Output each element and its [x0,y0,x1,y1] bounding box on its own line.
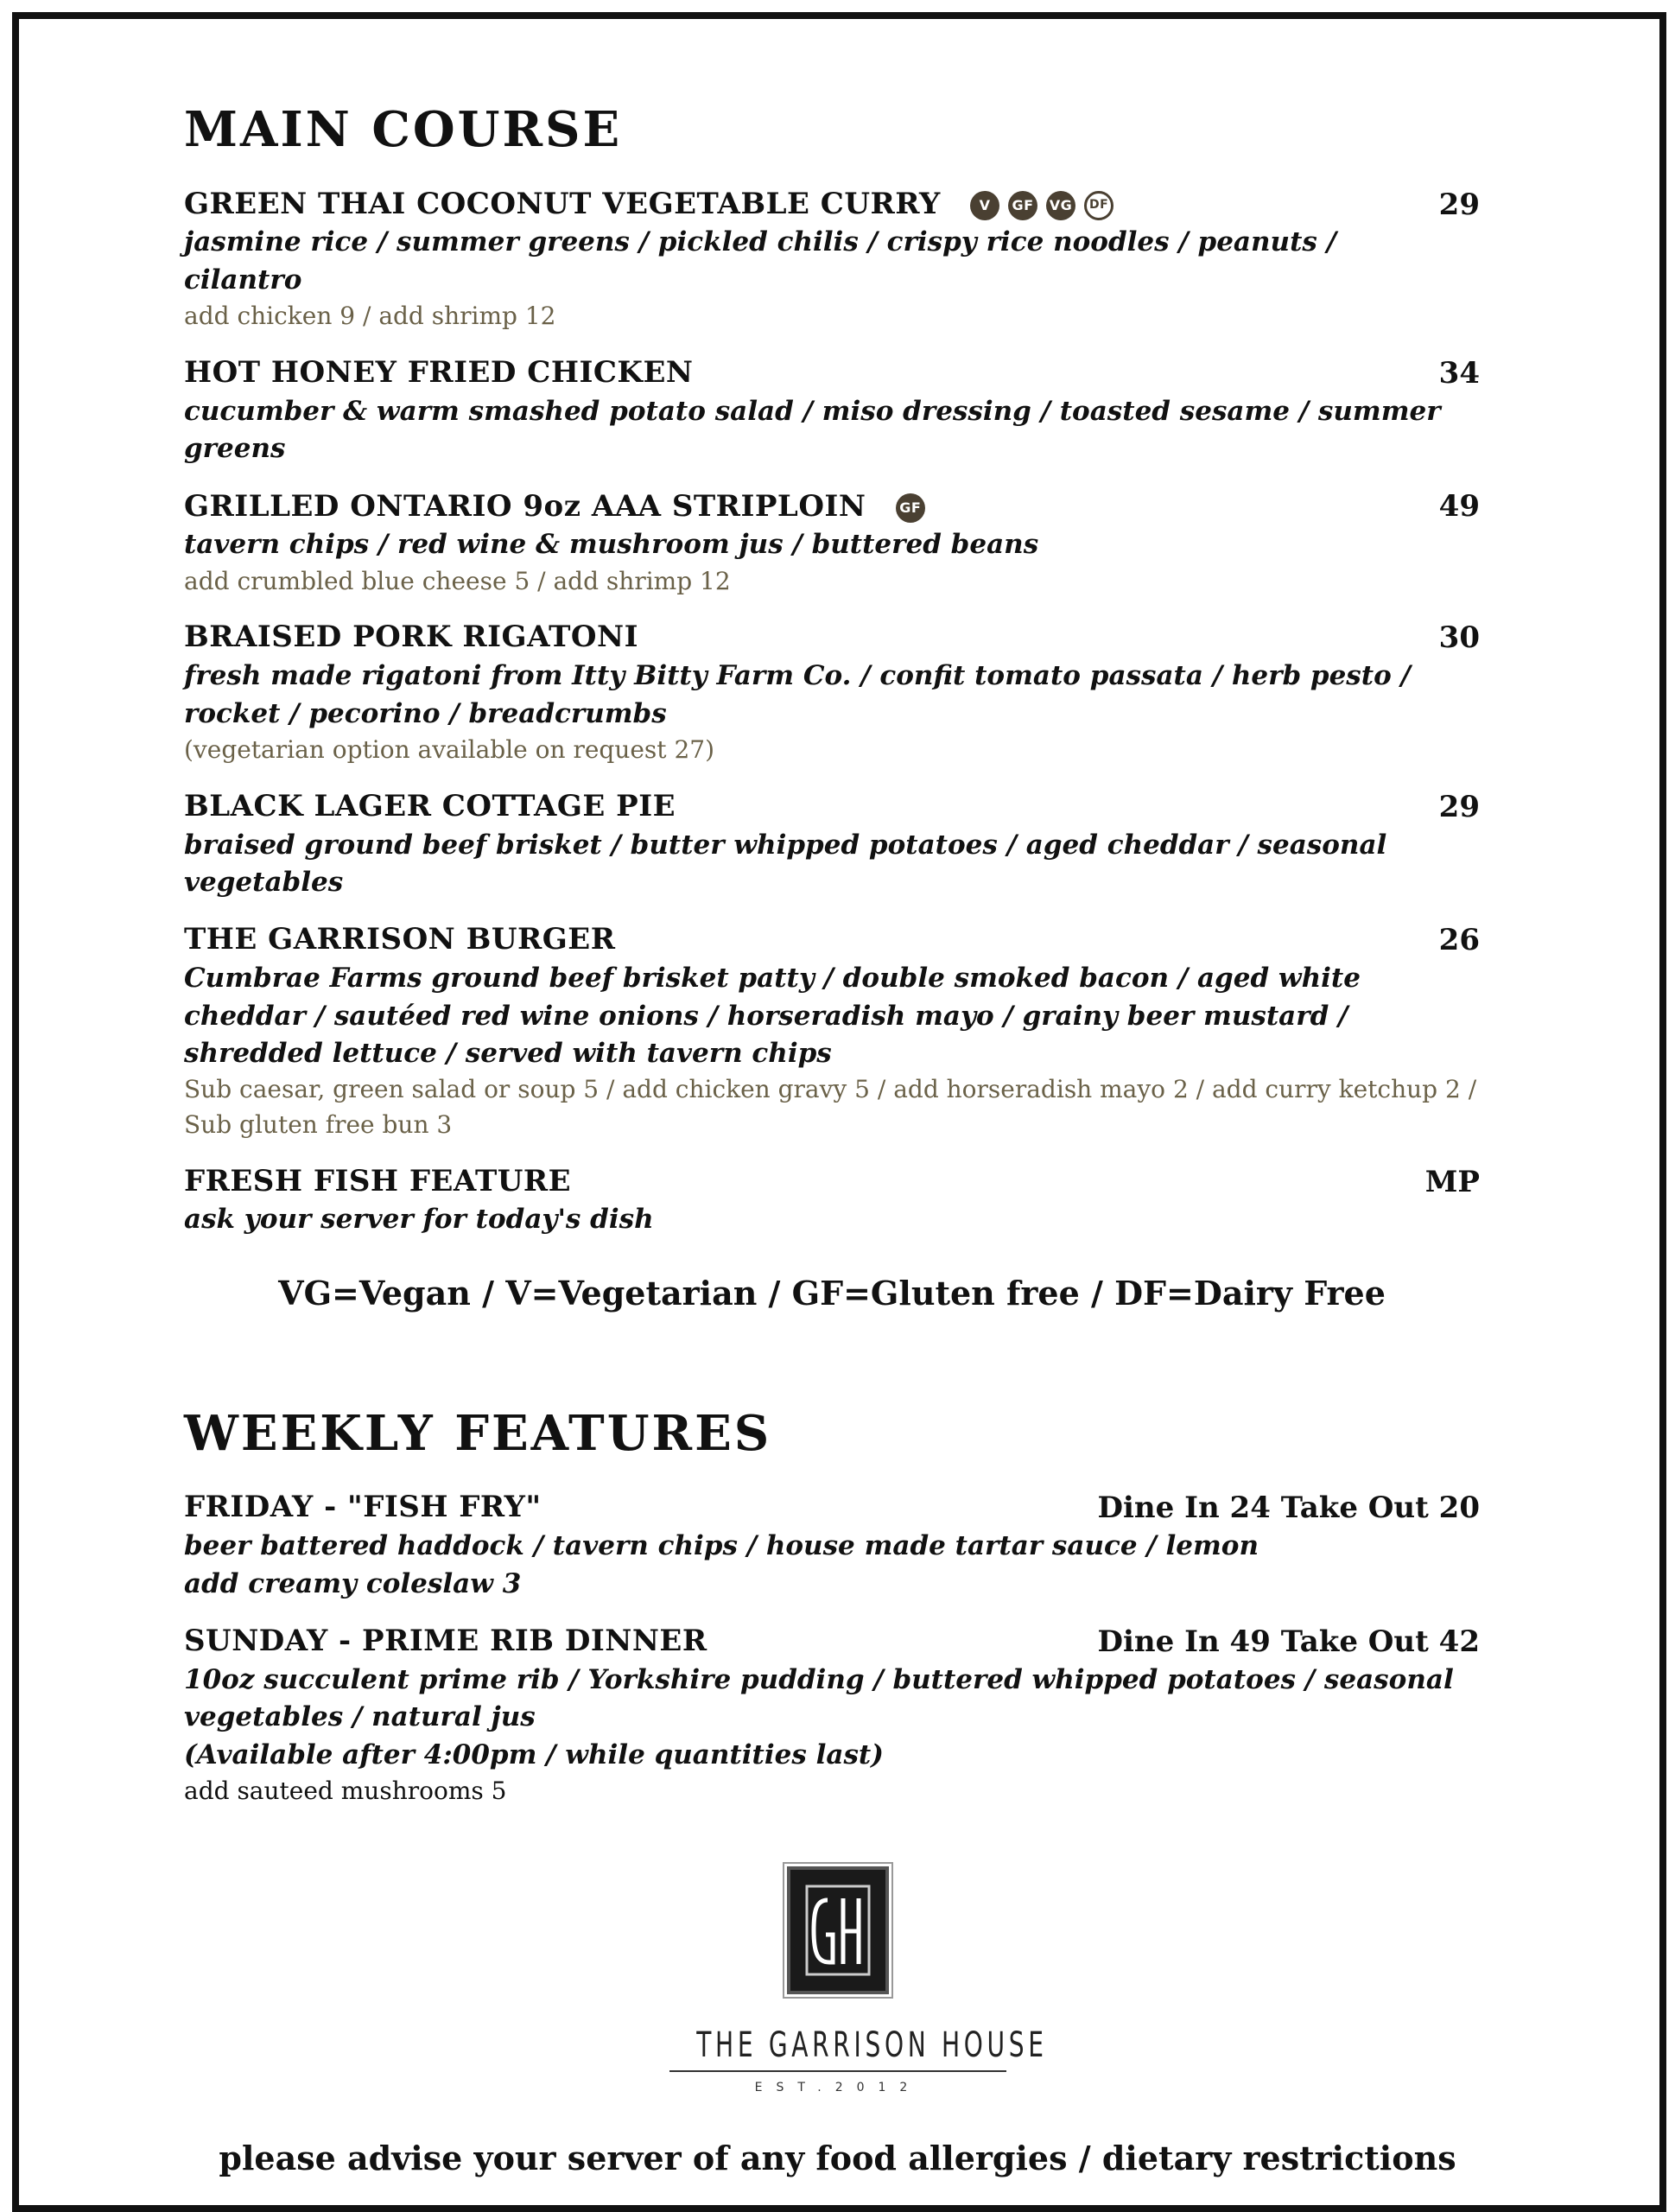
gluten-free-badge-icon: GF [896,493,925,523]
menu-item [184,185,1480,334]
garrison-house-logo [657,1866,1048,2094]
item-price: 29 [1438,187,1480,222]
item-name: BRAISED PORK RIGATONI [184,620,639,655]
sunday-feature-note: (Available after 4:00pm / while quantities last) [184,1738,884,1770]
item-description: fresh made rigatoni from Itty Bitty Farm Co. / confit tomato passata / herb pesto / rocket / pecorino / breadcrumbs [184,660,1411,729]
menu-item [184,487,1480,600]
item-description: jasmine rice / summer greens / pickled chilis / crispy rice noodles / peanuts / cilantro [184,226,1336,296]
dairy-free-badge-icon: DF [1084,191,1113,220]
sunday-feature-name: SUNDAY - PRIME RIB DINNER [184,1624,707,1659]
item-description: tavern chips / red wine & mushroom jus / buttered beans [184,529,1039,561]
item-price: 34 [1438,355,1480,391]
main-course-title: MAIN COURSE [184,101,623,158]
item-price: MP [1424,1164,1480,1199]
item-name: HOT HONEY FRIED CHICKEN [184,354,694,390]
logo-divider [669,2070,1006,2072]
friday-feature-name: FRIDAY - "FISH FRY" [184,1490,542,1525]
sunday-feature-prices: Dine In 49 Take Out 42 [1097,1624,1480,1660]
menu-content [184,101,1480,1828]
friday-feature-description: beer battered haddock / tavern chips / house made tartar sauce / lemon [184,1530,1259,1562]
item-description: ask your server for today's dish [184,1204,654,1236]
menu-item [184,920,1480,1142]
vegetarian-badge-icon: V [970,191,999,220]
gh-monogram-icon [803,1883,872,1978]
item-description: braised ground beef brisket / butter whipped potatoes / aged cheddar / seasonal vegetables [184,829,1387,898]
friday-feature [184,1488,1480,1603]
item-price: 30 [1438,620,1480,656]
item-price: 49 [1438,489,1480,524]
item-name: FRESH FISH FEATURE [184,1163,572,1198]
sunday-feature-addon: add sauteed mushrooms 5 [184,1777,507,1806]
sunday-feature-description: 10oz succulent prime rib / Yorkshire pudding / buttered whipped potatoes / seasonal vegetables / natural jus [184,1664,1454,1733]
monogram-logo-icon [787,1866,889,1994]
sunday-feature [184,1622,1480,1809]
item-name: THE GARRISON BURGER [184,922,616,957]
menu-item [184,618,1480,767]
allergy-notice: please advise your server of any food allergies / dietary restrictions [219,2139,1456,2177]
item-name: GRILLED ONTARIO 9oz AAA STRIPLOIN [184,488,866,524]
item-description: Cumbrae Farms ground beef brisket patty / double smoked bacon / aged white cheddar / sautéed red wine onions / horseradish mayo / grainy beer mustard / shredded lettuce / served with tavern chips [184,963,1361,1070]
dietary-legend: VG=Vegan / V=Vegetarian / GF=Gluten free / DF=Dairy Free [278,1273,1386,1313]
vegan-badge-icon: VG [1046,191,1075,220]
item-addon: add chicken 9 / add shrimp 12 [184,302,556,331]
item-price: 26 [1438,923,1480,958]
menu-item [184,353,1480,468]
dietary-badges [896,493,925,523]
menu-item [184,1162,1480,1239]
weekly-features-title: WEEKLY FEATURES [184,1404,772,1462]
logo-established: EST.2012 [754,2081,922,2094]
friday-feature-prices: Dine In 24 Take Out 20 [1097,1491,1480,1526]
item-addon: add crumbled blue cheese 5 / add shrimp 12 [184,566,731,595]
item-description: cucumber & warm smashed potato salad / miso dressing / toasted sesame / summer greens [184,395,1441,465]
item-name: BLACK LAGER COTTAGE PIE [184,788,676,823]
gluten-free-badge-icon: GF [1008,191,1037,220]
item-price: 29 [1438,789,1480,824]
item-name: GREEN THAI COCONUT VEGETABLE CURRY [184,186,941,221]
item-addon: Sub caesar, green salad or soup 5 / add chicken gravy 5 / add horseradish mayo 2 / add curry ketchup 2 / Sub gluten free bun 3 [184,1075,1477,1139]
dietary-badges [970,191,1113,220]
logo-name: THE GARRISON HOUSE [696,2025,1048,2065]
weekly-features-section [184,1404,1480,1809]
friday-feature-extra: add creamy coleslaw 3 [184,1567,522,1599]
item-addon: (vegetarian option available on request 27) [184,735,715,765]
menu-item [184,787,1480,902]
